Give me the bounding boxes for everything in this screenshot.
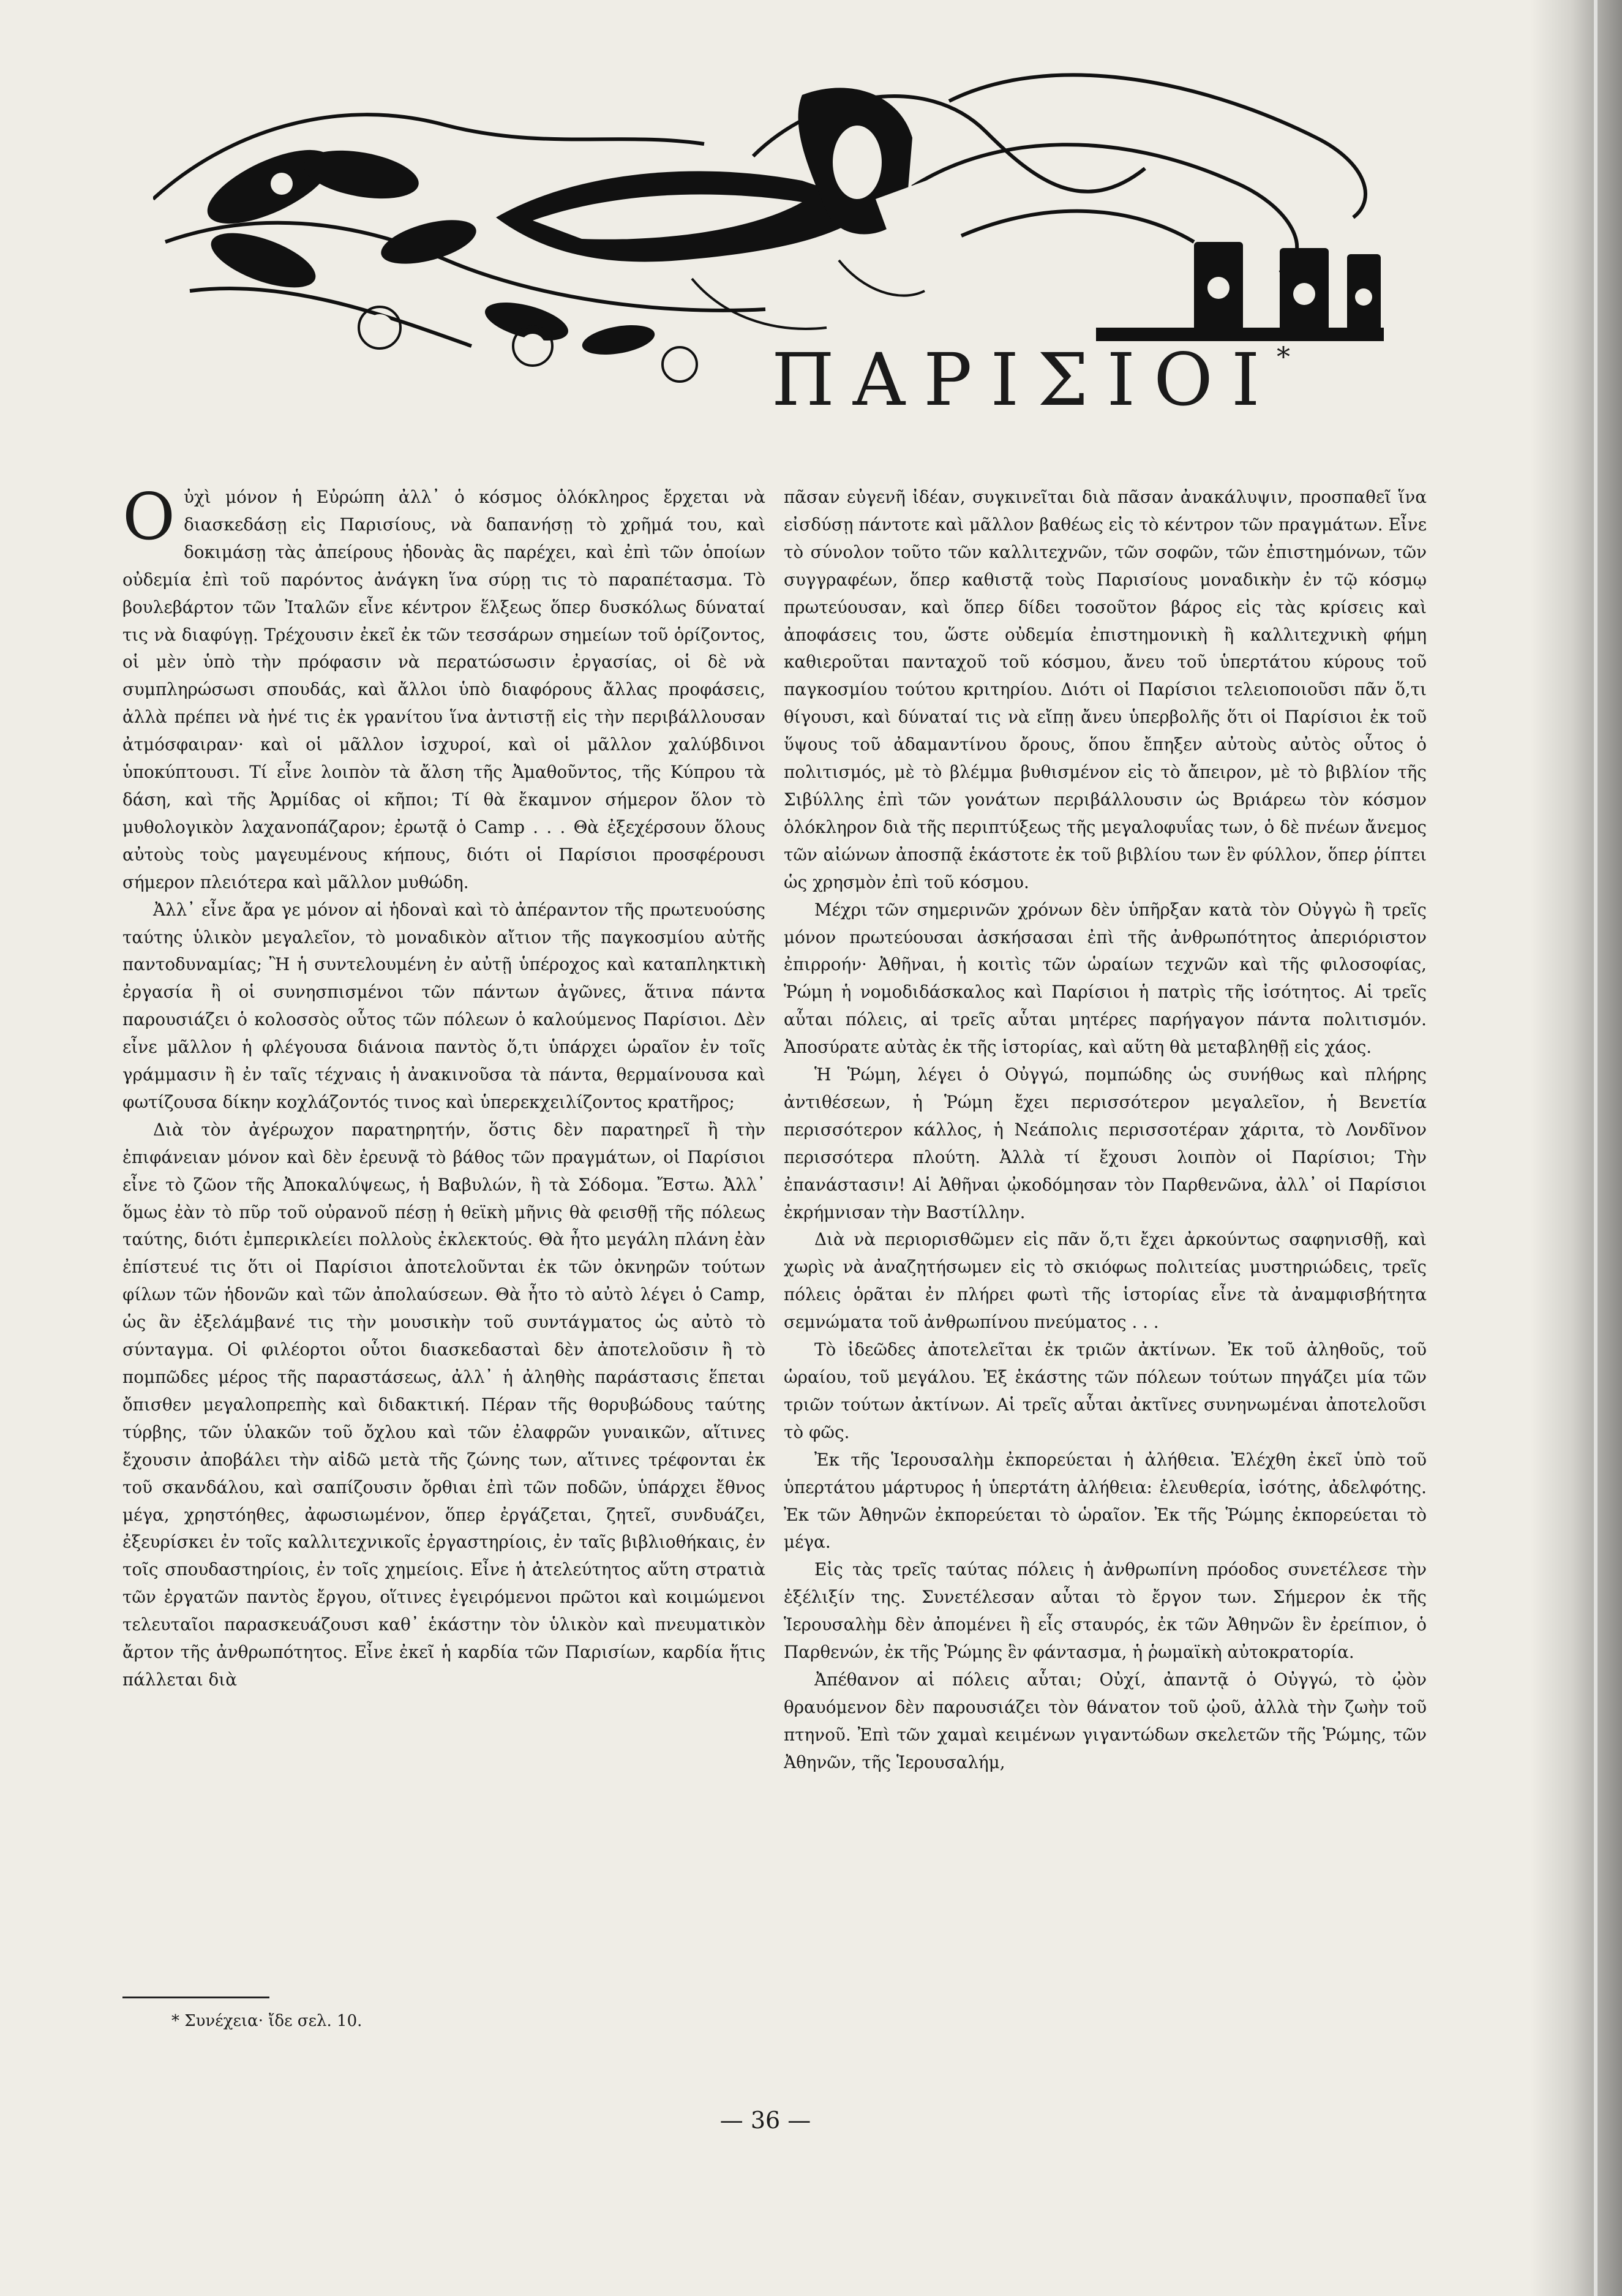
paragraph-text: ὐχὶ μόνον ἡ Εὐρώπη ἀλλ᾽ ὁ κόσμος ὁλόκληρος ἔρχεται νὰ διασκεδάσῃ εἰς Παρισίους, νὰ δαπανήσῃ τὸ χρῆμά του, καὶ δοκιμάσῃ τὰς ἀπείρους ἡδονὰς ἃς παρέχει, καὶ ἐπὶ τῶν ὁποίων οὐδεμία ἐπὶ τοῦ παρόντος ἀνάγκη ἵνα σύρῃ τις τὸ παραπέτασμα. Τὸ βουλεβάρτον τῶν Ἰταλῶν εἶνε κέντρον ἕλξεως ὅπερ δυσκόλως δύναταί τις νὰ διαφύγῃ. Τρέχουσιν ἐκεῖ ἐκ τῶν τεσσάρων σημείων τοῦ ὁρίζοντος, οἱ μὲν ὑπὸ τὴν πρόφασιν νὰ περατώσωσιν ἐργασίας, οἱ δὲ νὰ συμπληρώσωσι σπουδάς, καὶ ἄλλοι ὑπὸ διαφόρους ἄλλας προφάσεις, ἀλλὰ πρέπει νὰ ἠνέ τις ἐκ γρανίτου ἵνα ἀντιστῇ εἰς τὴν περιβάλλουσαν ἀτμόσφαιραν· καὶ οἱ μᾶλλον ἰσχυροί, καὶ οἱ μᾶλλον χαλύβδινοι ὑποκύπτουσι. Τί εἶνε λοιπὸν τὰ ἄλση τῆς Ἀμαθοῦντος, τῆς Κύπρου τὰ δάση, καὶ τῆς Ἀρμίδας οἱ κῆποι; Τί θὰ ἔκαμνον σήμερον ὅλον τὸ μυθολογικὸν λαχανοπάζαρον; ἐρωτᾷ ὁ Camp . . . Θὰ ἐξεχέρσουν ὅλους αὐτοὺς τοὺς μαγευμένους κήπους, διότι οἱ Παρίσιοι προσφέρουσι σήμερον πλειότερα καὶ μᾶλλον μυθώδη.: [122, 487, 765, 892]
title-footnote-marker: *: [1277, 342, 1290, 373]
paragraph: Εἰς τὰς τρεῖς ταύτας πόλεις ἡ ἀνθρωπίνη πρόοδος συνετέλεσε τὴν ἐξέλιξίν της. Συνετέλεσαν αὗται τὸ ἔργον των. Σήμερον ἐκ τῆς Ἱερουσαλὴμ δὲν ἀπομένει ἢ εἷς σταυρός, ἐκ τῶν Ἀθηνῶν ἓν ἐρείπιον, ὁ Παρθενών, ἐκ τῆς Ῥώμης ἓν φάντασμα, ἡ ῥωμαϊκὴ αὐτοκρατορία.: [784, 1559, 1427, 1663]
paragraph: πᾶσαν εὐγενῆ ἰδέαν, συγκινεῖται διὰ πᾶσαν ἀνακάλυψιν, προσπαθεῖ ἵνα εἰσδύσῃ πάντοτε καὶ μᾶλλον βαθέως εἰς τὸ κέντρον τῶν πραγμάτων. Εἶνε τὸ σύνολον τοῦτο τῶν καλλιτεχνῶν, τῶν σοφῶν, τῶν ἐπιστημόνων, τῶν συγγραφέων, ὅπερ καθιστᾷ τοὺς Παρισίους μοναδικὴν ἐν τῷ κόσμῳ πρωτεύουσαν, καὶ ὅπερ δίδει τοσοῦτον βάρος εἰς τὰς κρίσεις καὶ ἀποφάσεις του, ὥστε οὐδεμία ἐπιστημονικὴ ἢ καλλιτεχνικὴ φήμη καθιεροῦται πανταχοῦ τοῦ κόσμου, ἄνευ τοῦ ὑπερτάτου κύρους τοῦ παγκοσμίου τούτου κριτηρίου. Διότι οἱ Παρίσιοι τελειοποιοῦσι πᾶν ὅ,τι θίγουσι, καὶ δύναταί τις νὰ εἴπῃ ἄνευ ὑπερβολῆς ὅτι οἱ Παρίσιοι ἐκ τοῦ ὕψους τοῦ ἀδαμαντίνου ὄρους, ὅπου ἔπηξεν αὐτοὺς αὐτὸς οὗτος ὁ πολιτισμός, μὲ τὸ βλέμμα βυθισμένον εἰς τὸ ἄπειρον, μὲ τὸ βιβλίον τῆς Σιβύλλης ἐπὶ τῶν γονάτων περιβάλλουσιν ὡς Βριάρεω τὸν κόσμον ὁλόκληρον διὰ τῆς περιπτύξεως τῆς μεγαλοφυΐας των, ὁ δὲ πνέων ἄνεμος τῶν αἰώνων ἀποσπᾷ ἑκάστοτε ἐκ τοῦ βιβλίου των ἓν φύλλον, ὅπερ ῥίπτει ὡς χρησμὸν ἐπὶ τοῦ κόσμου.: [784, 487, 1427, 892]
page-edge: [1594, 0, 1598, 2296]
binding-shadow: [1530, 0, 1622, 2296]
page-number: — 36 —: [719, 2107, 811, 2134]
footnote: * Συνέχεια· ἴδε σελ. 10.: [171, 2012, 362, 2030]
paragraph: Ἀλλ᾽ εἶνε ἄρα γε μόνον αἱ ἡδοναὶ καὶ τὸ ἀπέραντον τῆς πρωτευούσης ταύτης ὑλικὸν μεγαλεῖον, τὸ μοναδικὸν αἴτιον τῆς παγκοσμίου αὐτῆς παντοδυναμίας; Ἢ ἡ συντελουμένη ἐν αὐτῇ ὑπέροχος καὶ καταπληκτικὴ ἐργασία ἢ οἱ συνησπισμένοι τῶν πάντων ἀγῶνες, ἅτινα πάντα παρουσιάζει ὁ κολοσσὸς οὗτος τῶν πόλεων ὁ καλούμενος Παρίσιοι. Δὲν εἶνε μᾶλλον ἡ φλέγουσα διάνοια παντὸς ὅ,τι ὑπάρχει ὡραῖον ἐν τοῖς γράμμασιν ἢ ἐν ταῖς τέχναις ἡ ἀνακινοῦσα τὰ πάντα, θερμαίνουσα καὶ φωτίζουσα δίκην κοχλάζοντός τινος καὶ ὑπερεκχειλίζοντος κρατῆρος;: [122, 899, 765, 1112]
paragraph: Ἐκ τῆς Ἱερουσαλὴμ ἐκπορεύεται ἡ ἀλήθεια. Ἐλέχθη ἐκεῖ ὑπὸ τοῦ ὑπερτάτου μάρτυρος ἡ ὑπερτάτη ἀλήθεια: ἐλευθερία, ἰσότης, ἀδελφότης. Ἐκ τῶν Ἀθηνῶν ἐκπορεύεται τὸ ὡραῖον. Ἐκ τῆς Ῥώμης ἐκπορεύεται τὸ μέγα.: [784, 1449, 1427, 1553]
paragraph: Διὰ νὰ περιορισθῶμεν εἰς πᾶν ὅ,τι ἔχει ἀρκούντως σαφηνισθῇ, καὶ χωρὶς νὰ ἀναζητήσωμεν εἰς τὸ σκιόφως πολιτείας μυστηριώδεις, τρεῖς πόλεις ὁρᾶται ἐν πλήρει φωτὶ τῆς ἱστορίας εἶνε τὰ ἀναμφισβήτητα σεμνώματα τοῦ ἀνθρωπίνου πνεύματος . . .: [784, 1229, 1427, 1333]
paragraph: Ἀπέθανον αἱ πόλεις αὗται; Οὐχί, ἀπαντᾷ ὁ Οὐγγώ, τὸ ᾠὸν θραυόμενον δὲν παρουσιάζει τὸν θάνατον τοῦ ᾠοῦ, ἀλλὰ τὴν ζωὴν τοῦ πτηνοῦ. Ἐπὶ τῶν χαμαὶ κειμένων γιγαντώδων σκελετῶν τῆς Ῥώμης, τῶν Ἀθηνῶν, τῆς Ἱερουσαλήμ,: [784, 1669, 1427, 1772]
paragraph: Τὸ ἰδεῶδες ἀποτελεῖται ἐκ τριῶν ἀκτίνων. Ἐκ τοῦ ἀληθοῦς, τοῦ ὡραίου, τοῦ μεγάλου. Ἐξ ἑκάστης τῶν πόλεων τούτων πηγάζει μία τῶν τριῶν τούτων ἀκτίνων. Αἱ τρεῖς αὗται ἀκτῖνες συνηνωμέναι ἀποτελοῦσι τὸ φῶς.: [784, 1339, 1427, 1442]
paragraph: Διὰ τὸν ἀγέρωχον παρατηρητήν, ὅστις δὲν παρατηρεῖ ἢ τὴν ἐπιφάνειαν μόνον καὶ δὲν ἐρευνᾷ τὸ βάθος τῶν πραγμάτων, οἱ Παρίσιοι εἶνε τὸ ζῶον τῆς Ἀποκαλύψεως, ἡ Βαβυλών, ἢ τὰ Σόδομα. Ἔστω. Ἀλλ᾽ ὅμως ἐὰν τὸ πῦρ τοῦ οὐρανοῦ πέσῃ ἡ θεϊκὴ μῆνις θὰ φεισθῇ τῆς πόλεως ταύτης, διότι ἐμπερικλείει πολλοὺς ἐκλεκτούς. Θὰ ἦτο μεγάλη πλάνη ἐὰν ἐπίστευέ τις ὅτι οἱ Παρίσιοι ἀποτελοῦνται ἐκ τῶν ὀκνηρῶν τούτων φίλων τῶν ἡδονῶν καὶ τῶν ἀπολαύσεων. Θὰ ἦτο τὸ αὐτὸ λέγει ὁ Camp, ὡς ἂν ἐξελάμβανέ τις τὴν μουσικὴν τοῦ συντάγματος ὡς αὐτὸ τὸ σύνταγμα. Οἱ φιλέορτοι οὗτοι διασκεδασταὶ δὲν ἀποτελοῦσιν ἢ τὸ πομπῶδες μέρος τῆς παραστάσεως, ἀλλ᾽ ἡ ἀληθὴς παράστασις ἕπεται ὄπισθεν μεγαλοπρεπὴς καὶ διδακτική. Πέραν τῆς θορυβώδους ταύτης τύρβης, τῶν ὑλακῶν τοῦ ὄχλου καὶ τῶν ἐλαφρῶν γυναικῶν, αἵτινες ἔχουσιν ἀποβάλει τὴν αἰδῶ μετὰ τῆς ζώνης των, αἵτινες τρέφονται ἐκ τοῦ σκανδάλου, καὶ σαπίζουσιν ὄρθιαι ἐπὶ τῶν ποδῶν, ὑπάρχει ἔθνος μέγα, χρηστόηθες, ἀφωσιωμένον, ὅπερ ἐργάζεται, ζητεῖ, συνδυάζει, ἐξευρίσκει ἐν τοῖς καλλιτεχνικοῖς ἐργαστηρίοις, ἐν ταῖς βιβλιοθήκαις, ἐν τοῖς σπουδαστηρίοις, ἐν τοῖς χημείοις. Εἶνε ἡ ἀτελεύτητος αὕτη στρατιὰ τῶν ἐργατῶν παντὸς ἔργου, οἵτινες ἐγειρόμενοι πρῶτοι καὶ κοιμώμενοι τελευταῖοι παρασκευάζουσι καθ᾽ ἑκάστην τὸν ὑλικὸν καὶ πνευματικὸν ἄρτον τῆς ἀνθρωπότητος. Εἶνε ἐκεῖ ἡ καρδία τῶν Παρισίων, καρδία ἥτις πάλλεται διὰ: [122, 1119, 765, 1690]
footnote-rule: [122, 1997, 269, 1998]
page-title: ΠΑΡΙΣΙΟΙ: [772, 337, 1278, 422]
paragraph: Ἡ Ῥώμη, λέγει ὁ Οὐγγώ, πομπώδης ὡς συνήθως καὶ πλήρης ἀντιθέσεων, ἡ Ῥώμη ἔχει περισσότερον μεγαλεῖον, ἡ Βενετία περισσότερον κάλλος, ἡ Νεάπολις περισσοτέραν χάριτα, τὸ Λονδῖνον περισσότερα πλούτη. Ἀλλὰ τί ἔχουσι λοιπὸν οἱ Παρίσιοι; Τὴν ἐπανάστασιν! Αἱ Ἀθῆναι ᾠκοδόμησαν τὸν Παρθενῶνα, ἀλλ᾽ οἱ Παρίσιοι ἐκρήμνισαν τὴν Βαστίλλην.: [784, 1064, 1427, 1222]
right-column: [784, 484, 1427, 2107]
drop-cap: Ο: [122, 484, 176, 554]
left-column: [122, 484, 765, 2107]
paragraph: Μέχρι τῶν σημερινῶν χρόνων δὲν ὑπῆρξαν κατὰ τὸν Οὐγγὼ ἢ τρεῖς μόνον πρωτεύουσαι ἀσκήσασαι ἐπὶ τῆς ἀνθρωπότητος ἀπεριόριστον ἐπιρροήν· Ἀθῆναι, ἡ κοιτὶς τῶν ὡραίων τεχνῶν καὶ τῆς φιλοσοφίας, Ῥώμη ἡ νομοδιδάσκαλος καὶ Παρίσιοι ἡ πατρὶς τῆς ἰσότητος. Αἱ τρεῖς αὗται πόλεις, αἱ τρεῖς αὗται μητέρες παρήγαγον πάντα πολιτισμόν. Ἀποσύρατε αὐτὰς ἐκ τῆς ἱστορίας, καὶ αὕτη θὰ μεταβληθῇ εἰς χάος.: [784, 899, 1427, 1058]
paragraph: [122, 484, 765, 897]
